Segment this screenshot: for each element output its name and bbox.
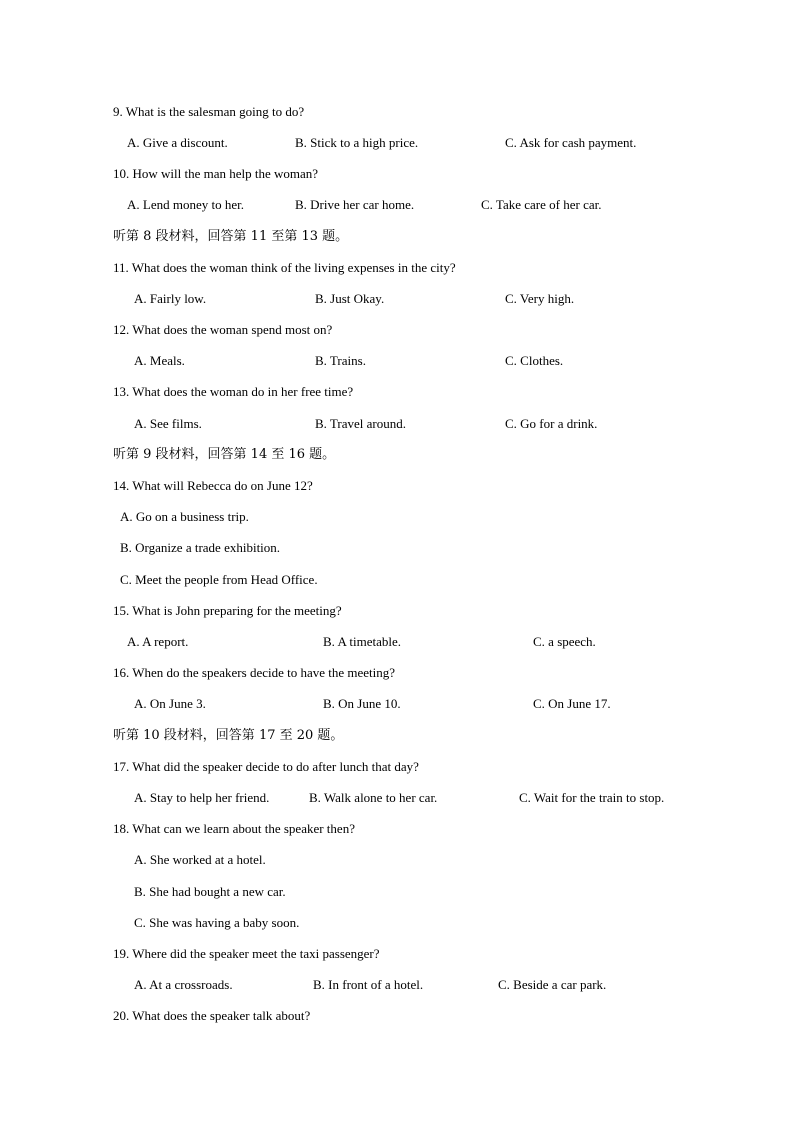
question-12-option-c: C. Clothes. (505, 353, 564, 368)
question-12-stem: 12. What does the woman spend most on? (113, 322, 333, 337)
question-14-option-c: C. Meet the people from Head Office. (120, 572, 318, 587)
question-13-stem: 13. What does the woman do in her free time? (113, 384, 354, 399)
question-19-stem: 19. Where did the speaker meet the taxi passenger? (113, 946, 380, 961)
question-9-stem: 9. What is the salesman going to do? (113, 104, 305, 119)
question-10-option-b: B. Drive her car home. (295, 197, 415, 212)
question-14-option-a: A. Go on a business trip. (120, 509, 249, 524)
question-18-option-c: C. She was having a baby soon. (134, 915, 300, 930)
question-16-stem: 16. When do the speakers decide to have the meeting? (113, 665, 396, 680)
question-16-option-a: A. On June 3. (134, 696, 206, 711)
question-9-option-b: B. Stick to a high price. (295, 135, 419, 150)
question-13-option-b: B. Travel around. (315, 416, 406, 431)
question-19-option-a: A. At a crossroads. (134, 977, 233, 992)
question-15-stem: 15. What is John preparing for the meeting? (113, 603, 342, 618)
question-17-option-c: C. Wait for the train to stop. (519, 790, 665, 805)
question-10-option-c: C. Take care of her car. (481, 197, 602, 212)
question-17-option-b: B. Walk alone to her car. (309, 790, 438, 805)
question-16-option-c: C. On June 17. (533, 696, 611, 711)
question-18-stem: 18. What can we learn about the speaker then? (113, 821, 355, 836)
question-18-option-a: A. She worked at a hotel. (134, 852, 266, 867)
question-19-option-b: B. In front of a hotel. (313, 977, 424, 992)
question-15-option-c: C. a speech. (533, 634, 596, 649)
question-16-option-b: B. On June 10. (323, 696, 401, 711)
question-17-stem: 17. What did the speaker decide to do after lunch that day? (113, 759, 419, 774)
question-13-option-c: C. Go for a drink. (505, 416, 598, 431)
question-13-option-a: A. See films. (134, 416, 202, 431)
question-19-option-c: C. Beside a car park. (498, 977, 607, 992)
question-15-option-b: B. A timetable. (323, 634, 401, 649)
question-12-option-a: A. Meals. (134, 353, 185, 368)
question-11-option-a: A. Fairly low. (134, 291, 207, 306)
question-17-option-a: A. Stay to help her friend. (134, 790, 270, 805)
section-10-heading: 听第 10 段材料，回答第 17 至 20 题。 (113, 728, 344, 743)
question-11-stem: 11. What does the woman think of the living expenses in the city? (113, 260, 456, 275)
question-14-stem: 14. What will Rebecca do on June 12? (113, 478, 313, 493)
question-10-stem: 10. How will the man help the woman? (113, 166, 319, 181)
question-11-option-b: B. Just Okay. (315, 291, 385, 306)
question-12-option-b: B. Trains. (315, 353, 366, 368)
question-11-option-c: C. Very high. (505, 291, 575, 306)
question-20-stem: 20. What does the speaker talk about? (113, 1008, 311, 1023)
question-15-option-a: A. A report. (127, 634, 189, 649)
question-10-option-a: A. Lend money to her. (127, 197, 244, 212)
question-18-option-b: B. She had bought a new car. (134, 884, 286, 899)
section-9-heading: 听第 9 段材料，回答第 14 至 16 题。 (113, 447, 336, 462)
question-14-option-b: B. Organize a trade exhibition. (120, 540, 281, 555)
section-8-heading: 听第 8 段材料，回答第 11 至第 13 题。 (113, 229, 349, 244)
question-9-option-c: C. Ask for cash payment. (505, 135, 637, 150)
question-9-option-a: A. Give a discount. (127, 135, 228, 150)
